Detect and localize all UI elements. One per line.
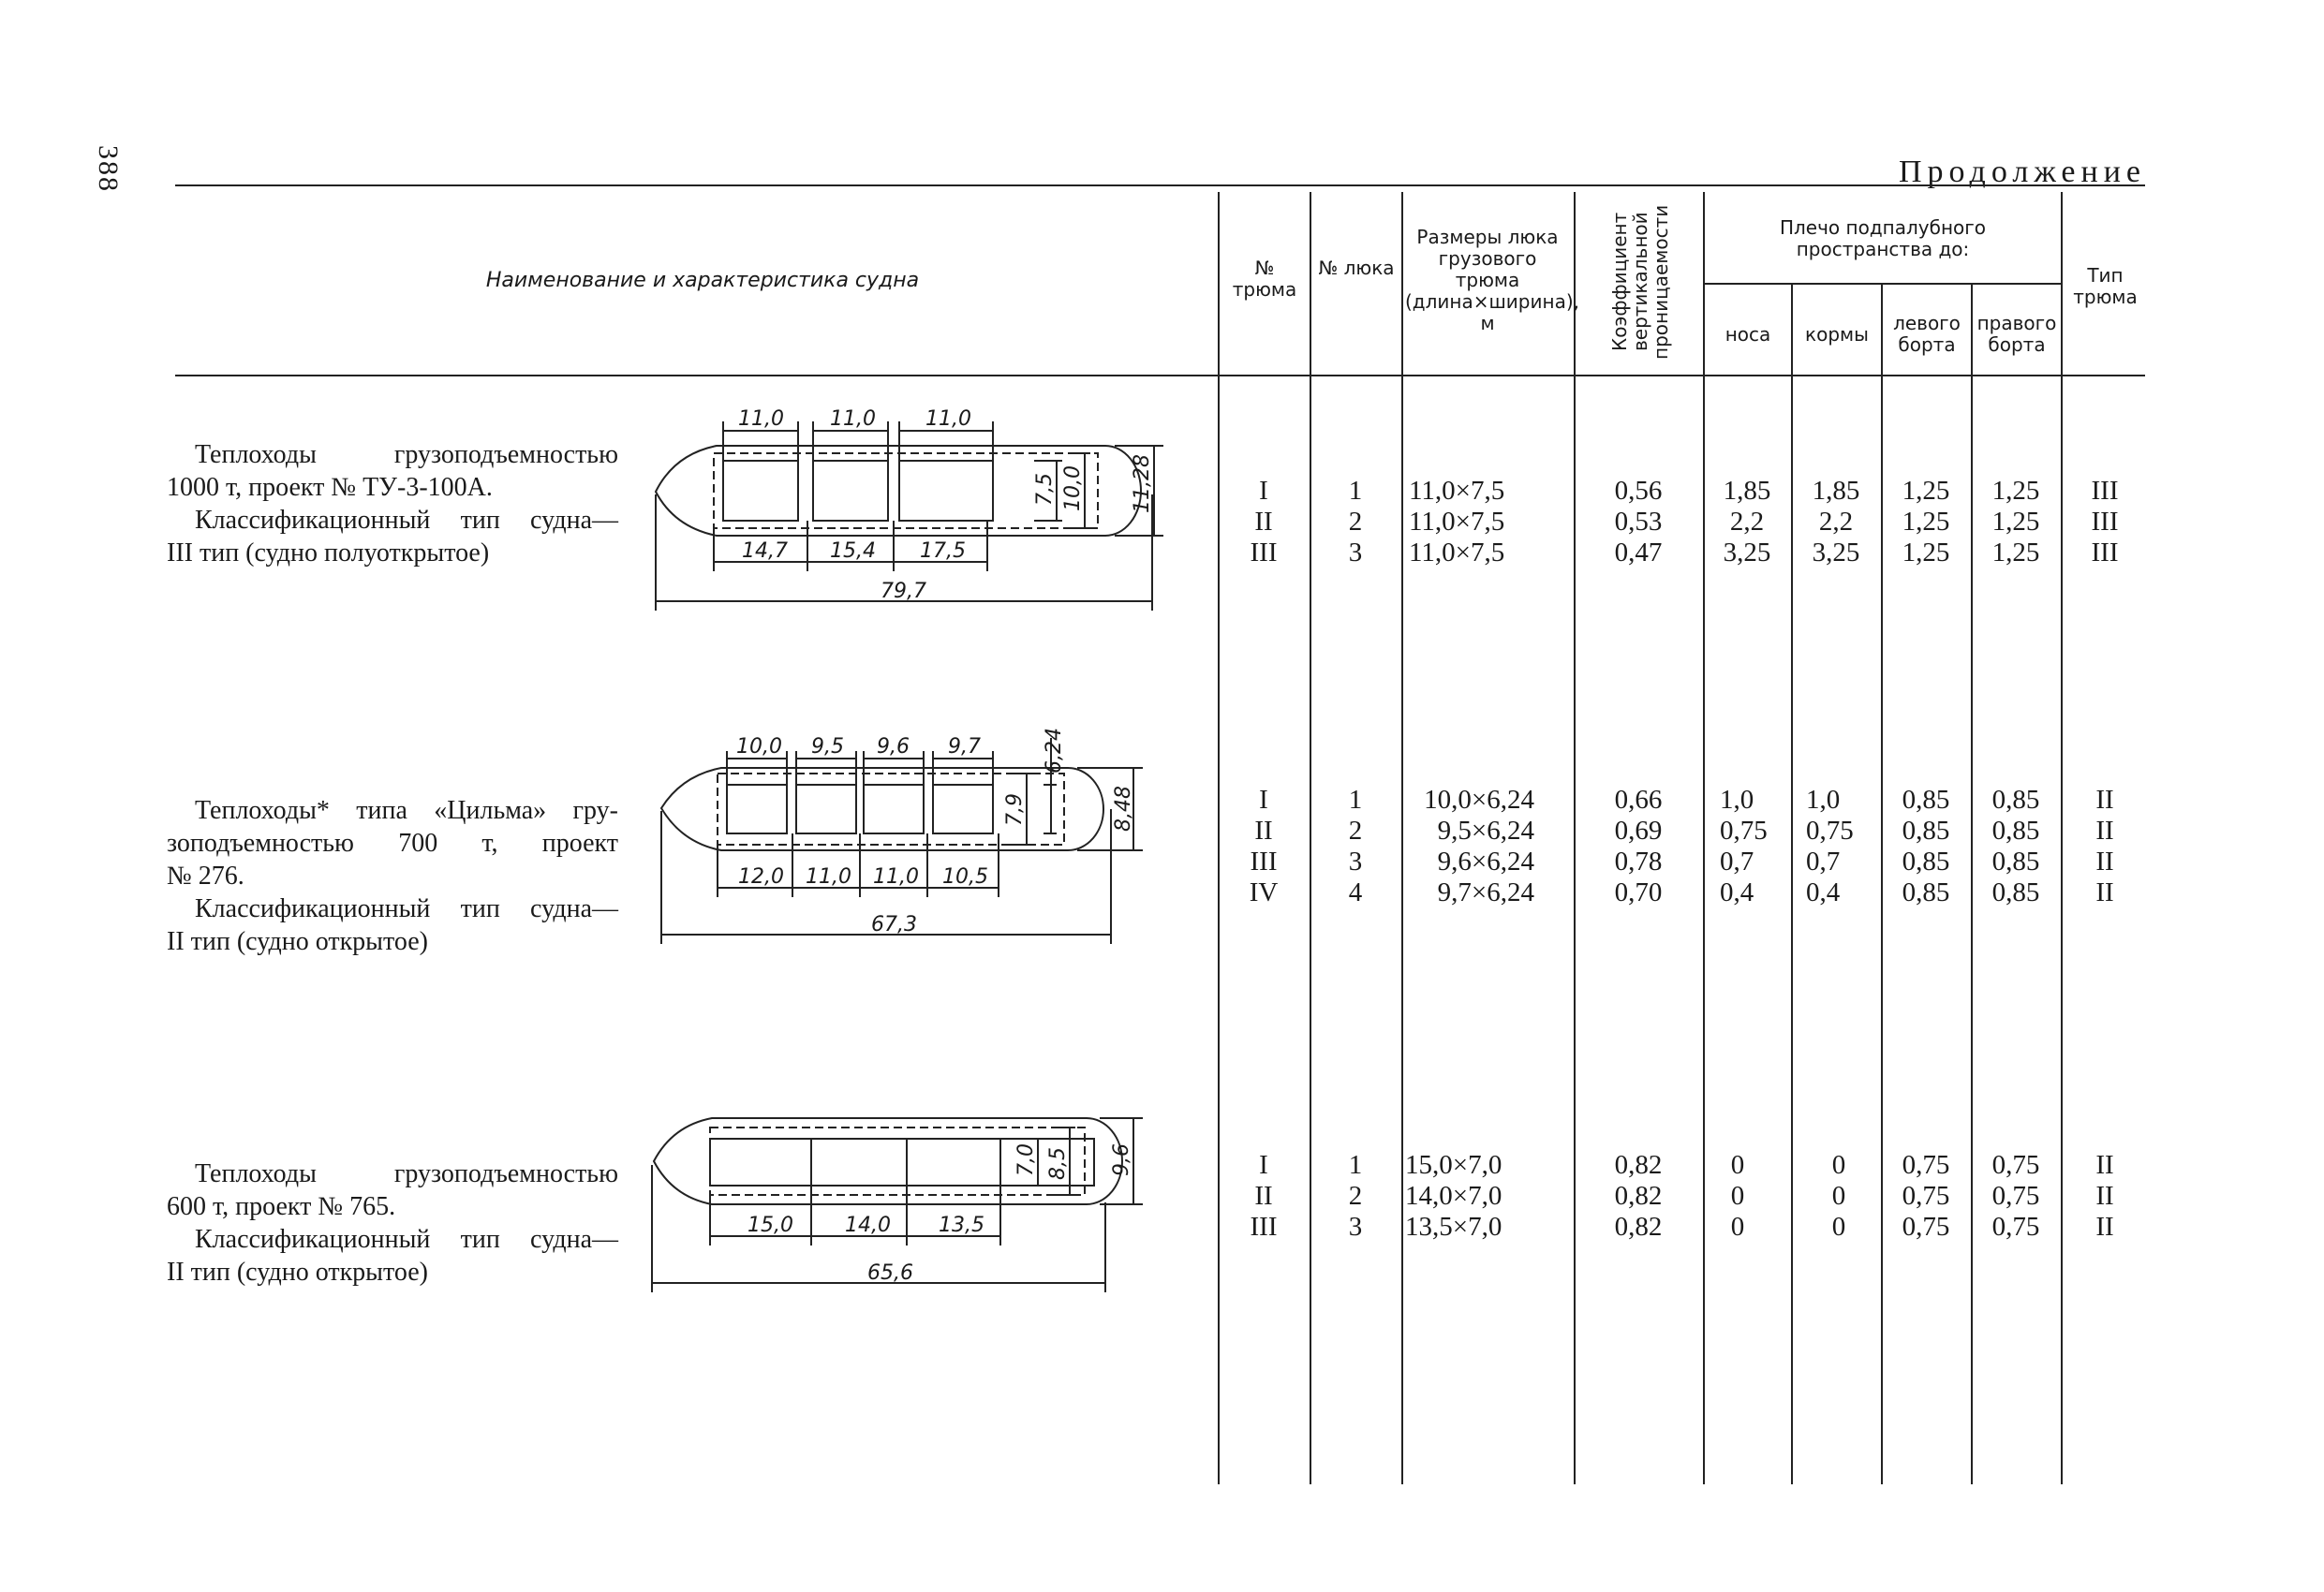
ship-2-right: 0,85 0,85 0,85 0,85 bbox=[1991, 785, 2040, 907]
ship-3-length: 65,6 bbox=[867, 1261, 913, 1285]
ship-3-coef: 0,82 0,82 0,82 bbox=[1614, 1150, 1663, 1242]
ship-3-holds: I II III bbox=[1250, 1150, 1278, 1242]
header-hatch-no: № люка bbox=[1318, 257, 1395, 279]
ship-2-desc-line-2: зоподъемностью 700 т, проект bbox=[167, 829, 618, 858]
ship-3-hold-width: 8,5 bbox=[1046, 1147, 1070, 1180]
ship-1-nose: 1,85 2,2 3,25 bbox=[1723, 476, 1771, 568]
ship-1-stern: 1,85 2,2 3,25 bbox=[1812, 476, 1860, 568]
ship-1-desc-line-4: III тип (судно полуоткрытое) bbox=[167, 538, 490, 568]
col-divider-6 bbox=[1791, 283, 1793, 1484]
ship-1-desc-line-2: 1000 т, проект № ТУ-3-100А. bbox=[167, 473, 493, 502]
header-coefficient: Коэффициент вертикальной проницаемости bbox=[1608, 204, 1672, 360]
ship-2-hatches: 1 2 3 4 bbox=[1348, 785, 1363, 907]
header-hold-no: № трюма bbox=[1232, 257, 1297, 301]
header-nose: носа bbox=[1724, 323, 1771, 346]
ship-2-top-dim-2: 9,5 bbox=[811, 735, 844, 759]
ship-1-sizes: 11,0×7,5 11,0×7,5 11,0×7,5 bbox=[1409, 476, 1505, 568]
ship-1-desc-line-3: Классификационный тип судна— bbox=[195, 506, 618, 535]
ship-2-hold-width: 7,9 bbox=[1003, 793, 1027, 826]
ship-1-hatch-width: 7,5 bbox=[1033, 473, 1057, 506]
header-stern: кормы bbox=[1805, 323, 1869, 346]
ship-3-desc-line-3: Классификационный тип судна— bbox=[195, 1225, 618, 1254]
ship-2-bottom-dim-1: 12,0 bbox=[738, 865, 784, 889]
ship-2-drawing bbox=[656, 719, 1162, 953]
ship-2-top-dim-4: 9,7 bbox=[948, 735, 981, 759]
ship-1-holds: I II III bbox=[1250, 476, 1278, 568]
ship-2-left: 0,85 0,85 0,85 0,85 bbox=[1902, 785, 1950, 907]
header-right-board: правого борта bbox=[1976, 312, 2057, 356]
ship-3-description bbox=[167, 1157, 618, 1289]
header-arm-group: Плечо подпалубного пространства до: bbox=[1779, 216, 1987, 260]
ship-2-beam: 8,48 bbox=[1112, 786, 1135, 832]
table-top-rule bbox=[175, 184, 2145, 186]
header-hatch-size: Размеры люка грузового трюма (длина×ширина), м bbox=[1405, 226, 1579, 334]
ship-2-bottom-dim-3: 11,0 bbox=[873, 865, 919, 889]
header-bottom-rule bbox=[175, 375, 2145, 376]
ship-2-holds: I II III IV bbox=[1249, 785, 1279, 907]
col-divider-9 bbox=[2061, 192, 2063, 1484]
ship-3-desc-line-4: II тип (судно открытое) bbox=[167, 1258, 428, 1287]
ship-3-desc-line-2: 600 т, проект № 765. bbox=[167, 1192, 396, 1221]
ship-2-hatch-width: 6,24 bbox=[1043, 728, 1066, 774]
ship-3-beam: 9,6 bbox=[1110, 1143, 1133, 1176]
ship-1-desc-line-1: Теплоходы грузоподъемностью bbox=[195, 440, 618, 469]
col-divider-5 bbox=[1703, 192, 1705, 1484]
ship-2-desc-line-5: II тип (судно открытое) bbox=[167, 927, 428, 956]
ship-3-hatches: 1 2 3 bbox=[1348, 1150, 1363, 1242]
ship-1-bottom-dim-2: 15,4 bbox=[830, 539, 876, 563]
ship-1-drawing bbox=[646, 393, 1171, 618]
ship-1-top-dim-1: 11,0 bbox=[738, 407, 784, 431]
page-number: 388 bbox=[93, 145, 124, 193]
ship-3-type: II II II bbox=[2095, 1150, 2114, 1242]
ship-1-hold-width: 10,0 bbox=[1061, 465, 1085, 511]
ship-3-bottom-dim-1: 15,0 bbox=[748, 1214, 793, 1237]
ship-1-type: III III III bbox=[2091, 476, 2119, 568]
ship-1-hatches: 1 2 3 bbox=[1348, 476, 1363, 568]
ship-2-coef: 0,66 0,69 0,78 0,70 bbox=[1614, 785, 1663, 907]
ship-1-description bbox=[167, 438, 618, 569]
ship-1-right: 1,25 1,25 1,25 bbox=[1991, 476, 2040, 568]
ship-2-top-dim-3: 9,6 bbox=[877, 735, 910, 759]
ship-2-desc-line-3: № 276. bbox=[167, 862, 244, 891]
ship-2-desc-line-1: Теплоходы* типа «Цильма» гру- bbox=[195, 796, 618, 825]
ship-1-length: 79,7 bbox=[881, 580, 926, 603]
ship-3-desc-line-1: Теплоходы грузоподъемностью bbox=[195, 1159, 618, 1188]
ship-2-description bbox=[167, 794, 618, 958]
ship-3-bottom-dim-2: 14,0 bbox=[845, 1214, 891, 1237]
ship-3-hatch-width: 7,0 bbox=[1014, 1143, 1038, 1176]
header-hold-type: Тип трюма bbox=[2073, 264, 2138, 308]
ship-3-bottom-dim-3: 13,5 bbox=[939, 1214, 984, 1237]
ship-3-stern: 0 0 0 bbox=[1831, 1150, 1846, 1242]
header-name: Наименование и характеристика судна bbox=[485, 269, 920, 292]
ship-1-top-dim-3: 11,0 bbox=[925, 407, 971, 431]
ship-2-type: II II II II bbox=[2095, 785, 2114, 907]
ship-3-drawing bbox=[646, 1105, 1152, 1302]
ship-1-left: 1,25 1,25 1,25 bbox=[1902, 476, 1950, 568]
ship-3-right: 0,75 0,75 0,75 bbox=[1991, 1150, 2040, 1242]
ship-2-top-dim-1: 10,0 bbox=[736, 735, 782, 759]
ship-2-bottom-dim-2: 11,0 bbox=[806, 865, 851, 889]
ship-1-coef: 0,56 0,53 0,47 bbox=[1614, 476, 1663, 568]
ship-1-bottom-dim-1: 14,7 bbox=[742, 539, 788, 563]
col-divider-3 bbox=[1401, 192, 1403, 1484]
ship-1-beam: 11,28 bbox=[1131, 454, 1154, 513]
ship-3-left: 0,75 0,75 0,75 bbox=[1902, 1150, 1950, 1242]
header-left-board: левого борта bbox=[1893, 312, 1961, 356]
ship-2-sizes: 10,0×6,24 9,5×6,24 9,6×6,24 9,7×6,24 bbox=[1424, 785, 1534, 907]
ship-2-desc-line-4: Классификационный тип судна— bbox=[195, 894, 618, 923]
ship-2-stern: 1,0 0,75 0,7 0,4 bbox=[1806, 785, 1854, 907]
continuation-label: Продолжение bbox=[1898, 155, 2146, 189]
ship-3-sizes: 15,0×7,0 14,0×7,0 13,5×7,0 bbox=[1405, 1150, 1502, 1242]
col-divider-4 bbox=[1574, 192, 1576, 1484]
ship-2-nose: 1,0 0,75 0,7 0,4 bbox=[1720, 785, 1768, 907]
ship-3-nose: 0 0 0 bbox=[1730, 1150, 1745, 1242]
ship-2-length: 67,3 bbox=[871, 913, 917, 936]
ship-2-bottom-dim-4: 10,5 bbox=[942, 865, 988, 889]
ship-1-top-dim-2: 11,0 bbox=[830, 407, 876, 431]
ship-1-bottom-dim-3: 17,5 bbox=[920, 539, 966, 563]
